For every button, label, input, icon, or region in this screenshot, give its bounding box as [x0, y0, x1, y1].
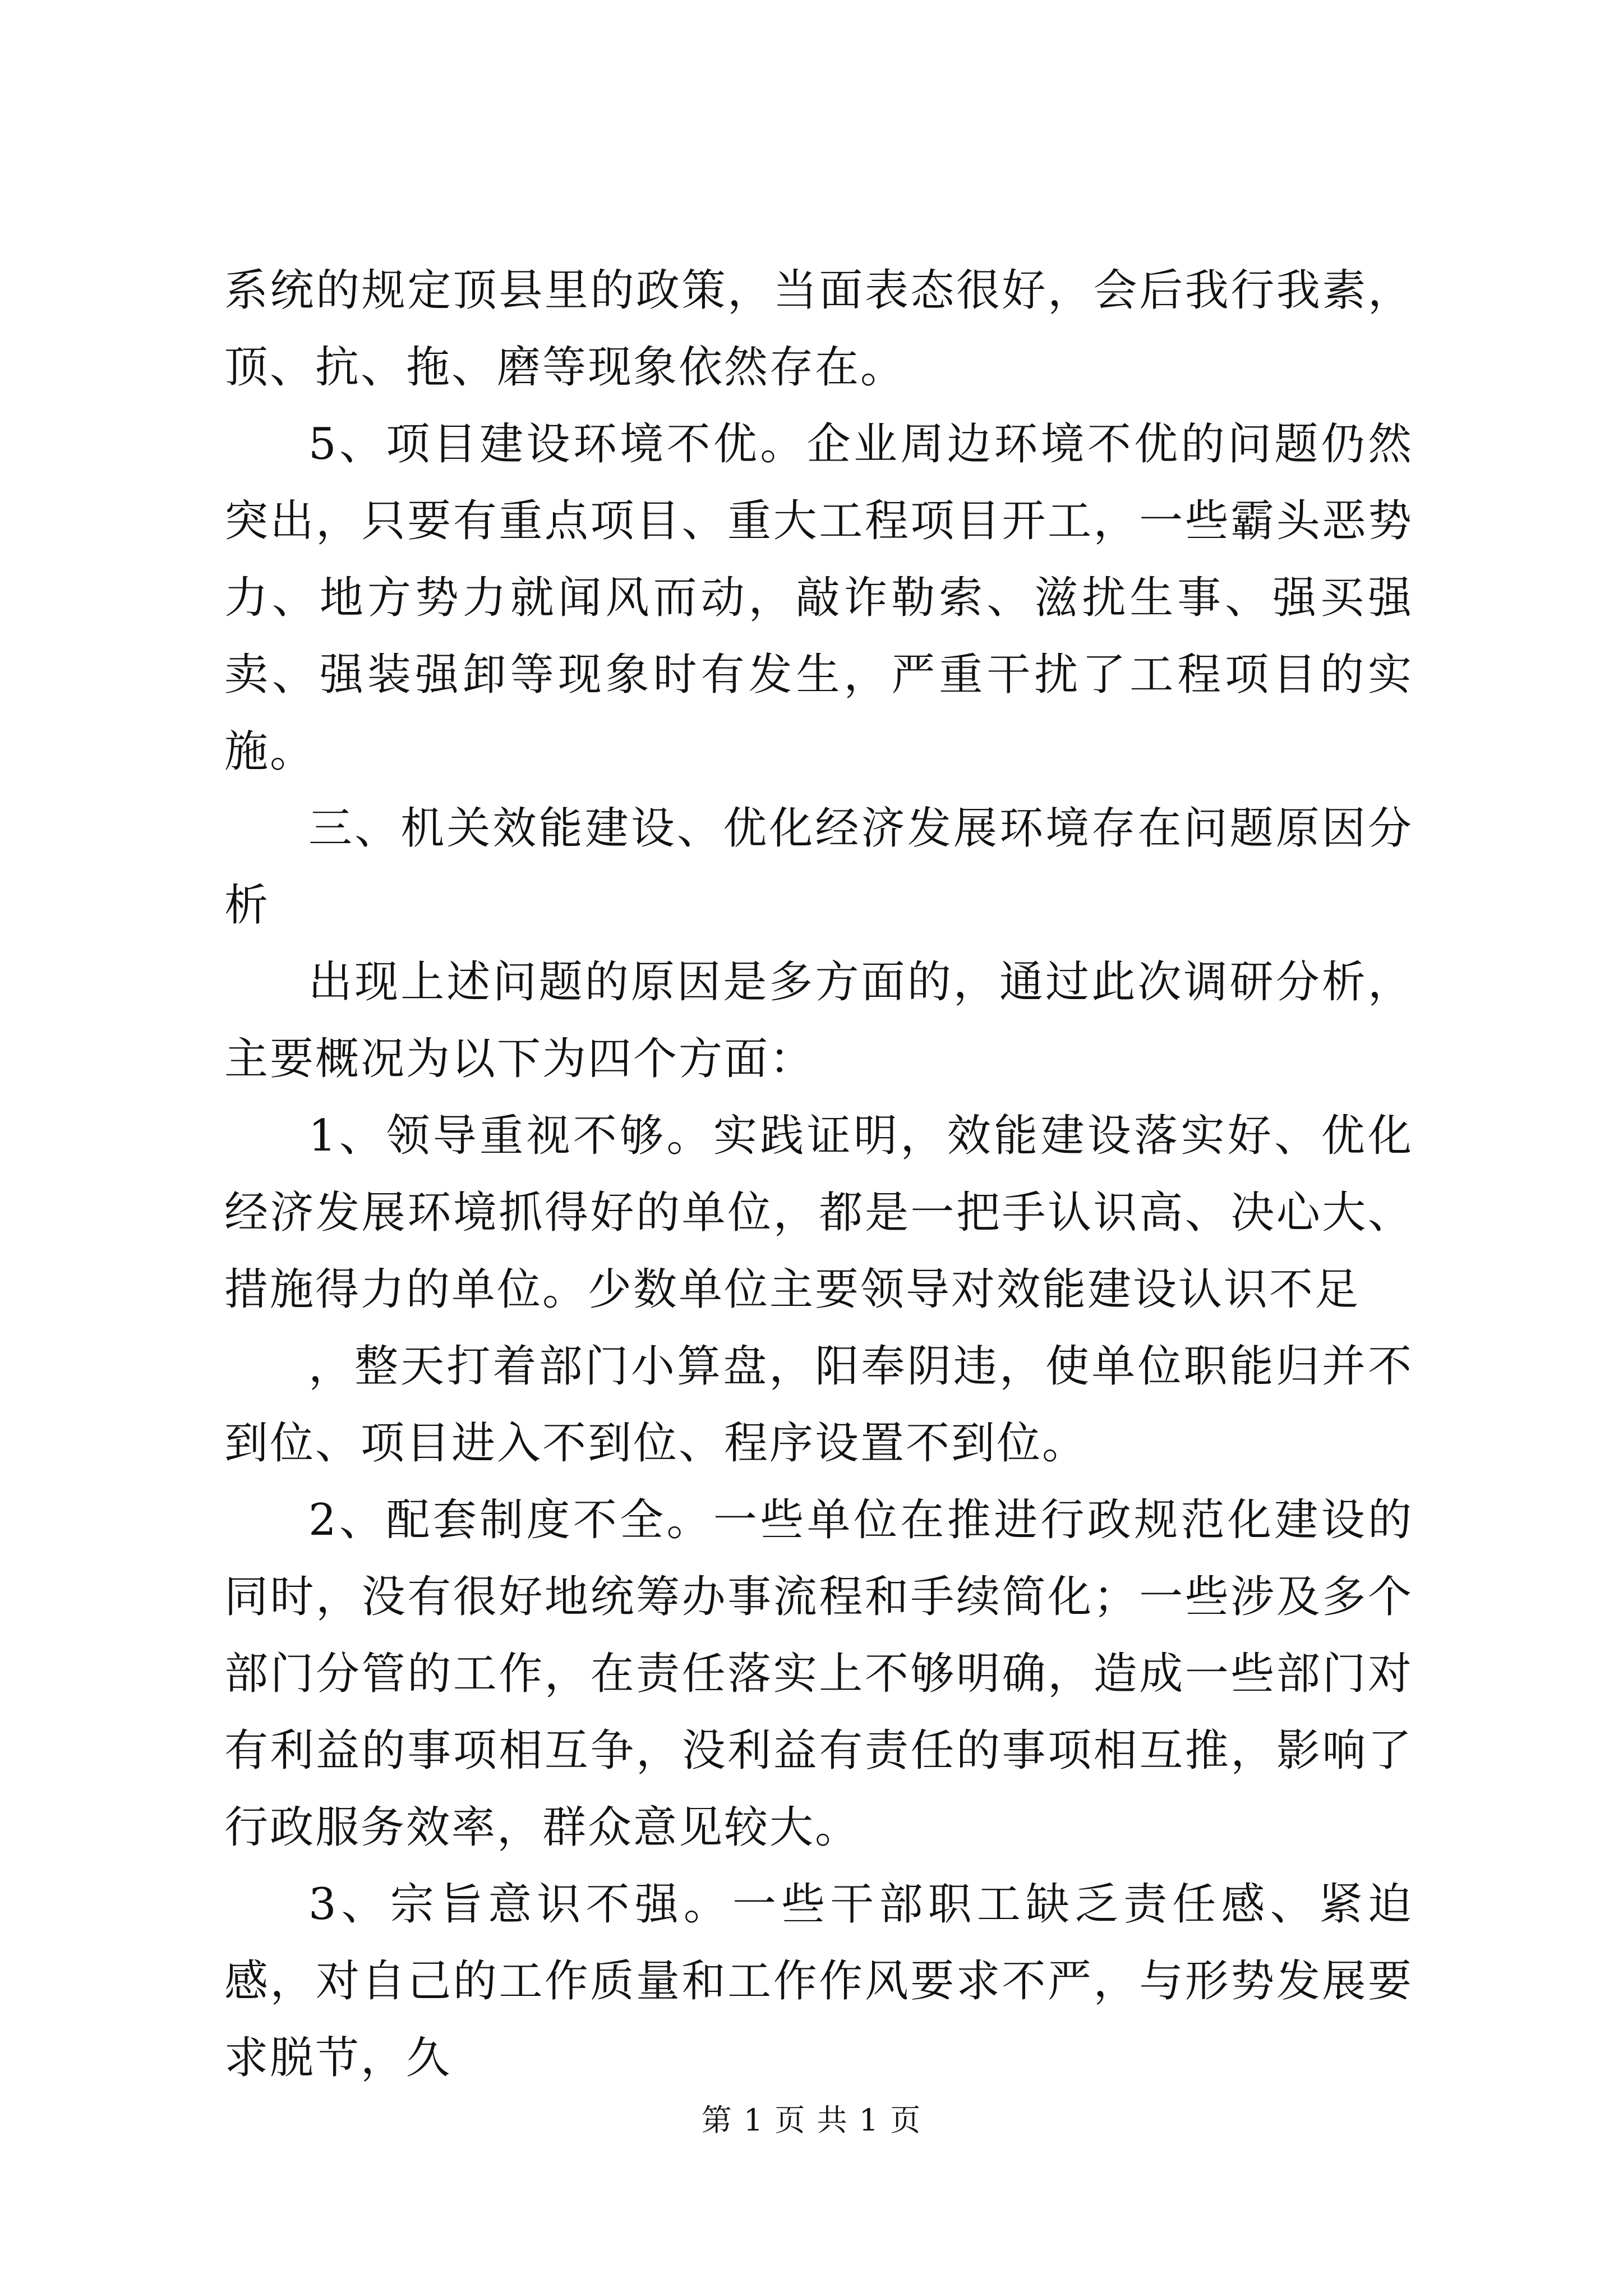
paragraph-item-3: 3、宗旨意识不强。一些干部职工缺乏责任感、紧迫感，对自己的工作质量和工作作风要求不严，与形势发展要求脱节，久 [224, 1879, 1413, 2083]
page-number-label: 第 1 页 共 1 页 [701, 2102, 922, 2138]
page-footer [0, 2101, 1623, 2140]
paragraph-intro: 出现上述问题的原因是多方面的，通过此次调研分析，主要概况为以下为四个方面： [224, 957, 1413, 1084]
paragraph-continuation: 系统的规定顶县里的政策，当面表态很好，会后我行我素，顶、抗、拖、磨等现象依然存在。 [224, 265, 1413, 393]
paragraph-item-2: 2、配套制度不全。一些单位在推进行政规范化建设的同时，没有很好地统筹办事流程和手续简化；一些涉及多个部门分管的工作，在责任落实上不够明确，造成一些部门对有利益的事项相互争，没利益有责任的事项相互推，影响了行政服务效率，群众意见较大。 [224, 1495, 1413, 1853]
section-heading-3: 三、机关效能建设、优化经济发展环境存在问题原因分析 [224, 803, 1413, 931]
paragraph-item-5: 5、项目建设环境不优。企业周边环境不优的问题仍然突出，只要有重点项目、重大工程项目开工，一些霸头恶势力、地方势力就闻风而动，敲诈勒索、滋扰生事、强买强卖、强装强卸等现象时有发生，严重干扰了工程项目的实施。 [224, 419, 1413, 777]
paragraph-item-1: 1、领导重视不够。实践证明，效能建设落实好、优化经济发展环境抓得好的单位，都是一把手认识高、决心大、措施得力的单位。少数单位主要领导对效能建设认识不足 [224, 1111, 1413, 1315]
paragraph-item-1-continued: ，整天打着部门小算盘，阳奉阴违，使单位职能归并不到位、项目进入不到位、程序设置不到位。 [224, 1341, 1413, 1469]
document-body [224, 252, 1413, 2097]
